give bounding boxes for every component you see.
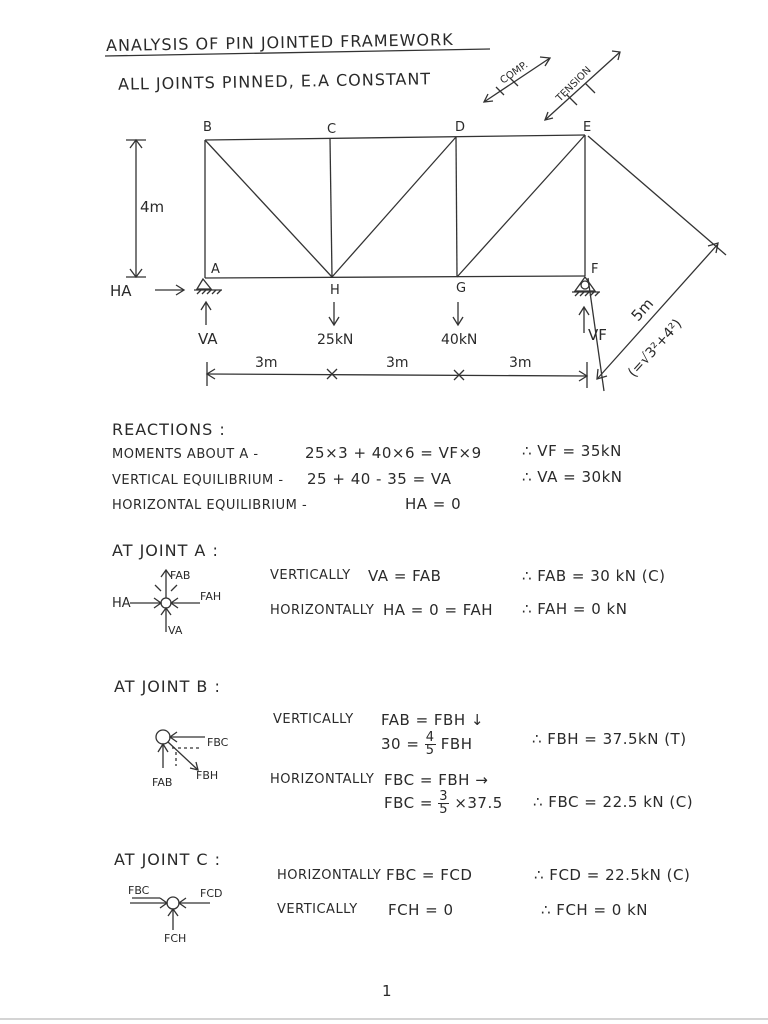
- load-arrow-h: [329, 302, 339, 325]
- load-label-g: 40kN: [441, 332, 478, 348]
- joint-a-row-result: ∴ FAH = 0 kN: [522, 600, 628, 618]
- fbd-b-fbc: FBC: [207, 736, 229, 749]
- joint-c-row-eq: FCH = 0: [388, 901, 454, 919]
- joint-b-horizontal-result: ∴ FBC = 22.5 kN (C): [533, 793, 694, 811]
- fbd-b-fab: FAB: [152, 776, 173, 789]
- joint-c-row-eq: FBC = FCD: [386, 866, 473, 884]
- joint-label-e: E: [583, 120, 592, 135]
- joint-b-heading: AT JOINT B :: [114, 677, 221, 696]
- joint-b-horizontal-eq2-lhs: FBC =: [384, 794, 433, 812]
- joint-a-heading: AT JOINT A :: [112, 541, 219, 560]
- frame-members: [205, 135, 585, 278]
- joint-b-horizontal-label: HORIZONTALLY: [270, 772, 375, 787]
- joint-b-vertical-eq2-rhs: FBH: [440, 735, 473, 753]
- joint-c-heading: AT JOINT C :: [114, 850, 222, 869]
- span-label-1: 3m: [255, 355, 278, 371]
- joint-b-fbd: [156, 730, 205, 770]
- reactions-row-result: ∴ VA = 30kN: [522, 468, 623, 486]
- joint-b-vertical-label: VERTICALLY: [273, 712, 354, 727]
- fbd-a-ha: HA: [112, 596, 131, 611]
- joint-label-d: D: [455, 120, 466, 135]
- fbd-a-va: VA: [168, 624, 183, 637]
- joint-c-row-result: ∴ FCH = 0 kN: [541, 901, 649, 919]
- fraction-four-fifths: [425, 732, 436, 757]
- reactions-row-eq: 25 + 40 - 35 = VA: [307, 470, 452, 488]
- joint-b-vertical-eq2-lhs: 30 =: [381, 735, 420, 753]
- joint-label-a: A: [211, 262, 220, 277]
- ha-label: HA: [110, 282, 132, 300]
- fbd-c-fcd: FCD: [200, 887, 223, 900]
- fbd-c-fch: FCH: [164, 932, 187, 945]
- va-label: VA: [198, 330, 218, 348]
- fraction-numerator: 3: [439, 789, 449, 804]
- reactions-row-label: HORIZONTAL EQUILIBRIUM -: [112, 498, 308, 513]
- legend-tension-label: TENSION: [554, 64, 594, 105]
- legend-tension-line: [545, 51, 620, 120]
- span-label-2: 3m: [386, 355, 409, 371]
- fbd-a-fah: FAH: [200, 590, 222, 603]
- diag-length-label: 5m: [627, 294, 658, 325]
- fraction-denominator: 5: [425, 743, 435, 758]
- fbd-c-fbc: FBC: [128, 884, 150, 897]
- joint-b-horizontal-eq2: [384, 791, 503, 816]
- joint-c-row-result: ∴ FCD = 22.5kN (C): [534, 866, 691, 884]
- ha-arrow: [155, 285, 184, 295]
- pin-support-f: [572, 277, 600, 296]
- joint-a-row-eq: VA = FAB: [368, 567, 442, 585]
- reactions-row-eq: HA = 0: [405, 495, 462, 513]
- page-number: 1: [382, 982, 393, 1000]
- fraction-three-fifths: [438, 791, 449, 816]
- joint-a-row-eq: HA = 0 = FAH: [383, 601, 494, 619]
- joint-c-row-label: HORIZONTALLY: [277, 868, 382, 883]
- joint-b-vertical-eq2: [381, 732, 472, 757]
- height-label: 4m: [140, 198, 165, 216]
- joint-label-c: C: [327, 122, 337, 137]
- load-label-h: 25kN: [317, 332, 354, 348]
- joint-b-horizontal-eq2-rhs: ×37.5: [454, 794, 503, 812]
- page-subtitle: ALL JOINTS PINNED, E.A CONSTANT: [117, 69, 432, 94]
- diag-formula-label: (=√3²+4²): [625, 316, 686, 381]
- joint-a-row-label: VERTICALLY: [270, 568, 351, 583]
- fraction-denominator: 5: [439, 802, 449, 817]
- pin-support-a: [194, 279, 222, 294]
- legend-comp-label: COMP.: [498, 59, 531, 87]
- fbd-a-fab: FAB: [170, 569, 191, 582]
- joint-label-h: H: [330, 283, 340, 298]
- reactions-row-label: MOMENTS ABOUT A -: [112, 447, 259, 462]
- span-label-3: 3m: [509, 355, 532, 371]
- joint-label-b: B: [203, 120, 212, 135]
- joint-a-row-result: ∴ FAB = 30 kN (C): [522, 567, 666, 585]
- page-title: ANALYSIS OF PIN JOINTED FRAMEWORK: [105, 29, 454, 56]
- va-arrow: [201, 302, 211, 325]
- reactions-heading: REACTIONS :: [112, 420, 226, 439]
- load-arrow-g: [453, 302, 463, 325]
- joint-b-horizontal-eq1: FBC = FBH →: [384, 771, 489, 789]
- joint-c-row-label: VERTICALLY: [277, 902, 358, 917]
- joint-c-fbd: [130, 897, 210, 930]
- joint-label-f: F: [591, 262, 599, 277]
- joint-b-vertical-result: ∴ FBH = 37.5kN (T): [532, 730, 687, 748]
- joint-a-row-label: HORIZONTALLY: [270, 603, 375, 618]
- vf-label: VF: [588, 326, 607, 344]
- reactions-row-eq: 25×3 + 40×6 = VF×9: [305, 444, 482, 462]
- joint-b-vertical-eq1: FAB = FBH ↓: [381, 711, 484, 729]
- reactions-row-label: VERTICAL EQUILIBRIUM -: [112, 473, 284, 488]
- fbd-b-fbh: FBH: [196, 769, 219, 782]
- joint-label-g: G: [456, 281, 467, 296]
- fraction-numerator: 4: [425, 730, 435, 745]
- reactions-row-result: ∴ VF = 35kN: [522, 442, 622, 460]
